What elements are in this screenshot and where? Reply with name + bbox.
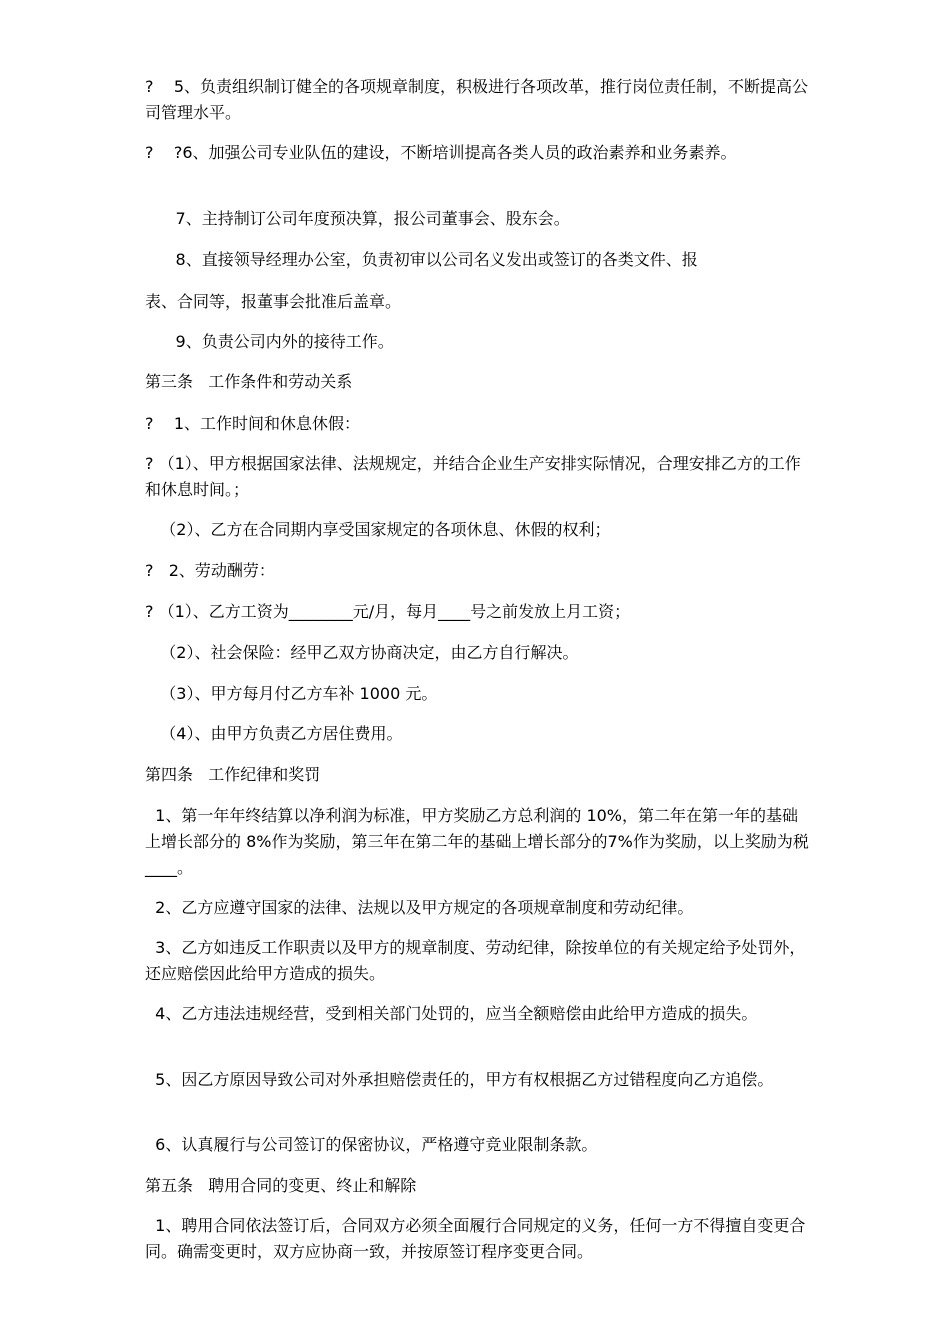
article-3-item-2-1: ? （1）、乙方工资为________元/月，每月____号之前发放上月工资； — [145, 602, 631, 621]
article-5-heading: 第五条 聘用合同的变更、终止和解除 — [145, 1176, 417, 1195]
clause-item-7: 7、主持制订公司年度预决算，报公司董事会、股东会。 — [145, 209, 570, 228]
article-3-item-2: ? 2、劳动酬劳： — [145, 561, 275, 580]
article-4-item-6: 6、认真履行与公司签订的保密协议，严格遵守竞业限制条款。 — [145, 1135, 598, 1154]
clause-item-5: ? 5、负责组织制订健全的各项规章制度，积极进行各项改革，推行岗位责任制，不断提高公司管理水平。 — [145, 77, 809, 122]
article-4-item-3: 3、乙方如违反工作职责以及甲方的规章制度、劳动纪律，除按单位的有关规定给予处罚外，还应赔偿因此给甲方造成的损失。 — [145, 938, 806, 983]
article-3-item-1-1: ? （1）、甲方根据国家法律、法规规定，并结合企业生产安排实际情况，合理安排乙方的工作和休息时间。； — [145, 454, 801, 499]
clause-item-8: 8、直接领导经理办公室，负责初审以公司名义发出或签订的各类文件、报 — [145, 250, 698, 269]
article-4-item-4: 4、乙方违法违规经营，受到相关部门处罚的，应当全额赔偿由此给甲方造成的损失。 — [145, 1004, 758, 1023]
article-3-item-1: ? 1、工作时间和休息休假： — [145, 414, 361, 433]
article-5-item-1: 1、聘用合同依法签订后，合同双方必须全面履行合同规定的义务，任何一方不得擅自变更合同。确需变更时，双方应协商一致，并按原签订程序变更合同。 — [145, 1216, 806, 1261]
article-4-item-5: 5、因乙方原因导致公司对外承担赔偿责任的，甲方有权根据乙方过错程度向乙方追偿。 — [145, 1070, 774, 1089]
clause-item-8-continued: 表、合同等，报董事会批准后盖章。 — [145, 292, 402, 311]
article-3-item-1-2: （2）、乙方在合同期内享受国家规定的各项休息、休假的权利； — [145, 520, 611, 539]
article-4-item-1: 1、第一年年终结算以净利润为标准，甲方奖励乙方总利润的 10%，第二年在第一年的基础上增长部分的 8%作为奖励，第三年在第二年的基础上增长部分的7%作为奖励，以上奖励为税____。 — [145, 806, 809, 877]
clause-item-6: ? ?6、加强公司专业队伍的建设，不断培训提高各类人员的政治素养和业务素养。 — [145, 143, 737, 162]
article-3-item-2-3: （3）、甲方每月付乙方车补 1000 元。 — [145, 684, 438, 703]
article-3-item-2-4: （4）、由甲方负责乙方居住费用。 — [145, 724, 403, 743]
article-3-item-2-2: （2）、社会保险：经甲乙双方协商决定，由乙方自行解决。 — [145, 643, 579, 662]
article-4-heading: 第四条 工作纪律和奖罚 — [145, 765, 321, 784]
clause-item-9: 9、负责公司内外的接待工作。 — [145, 332, 394, 351]
article-3-heading: 第三条 工作条件和劳动关系 — [145, 372, 353, 391]
article-4-item-2: 2、乙方应遵守国家的法律、法规以及甲方规定的各项规章制度和劳动纪律。 — [145, 898, 694, 917]
